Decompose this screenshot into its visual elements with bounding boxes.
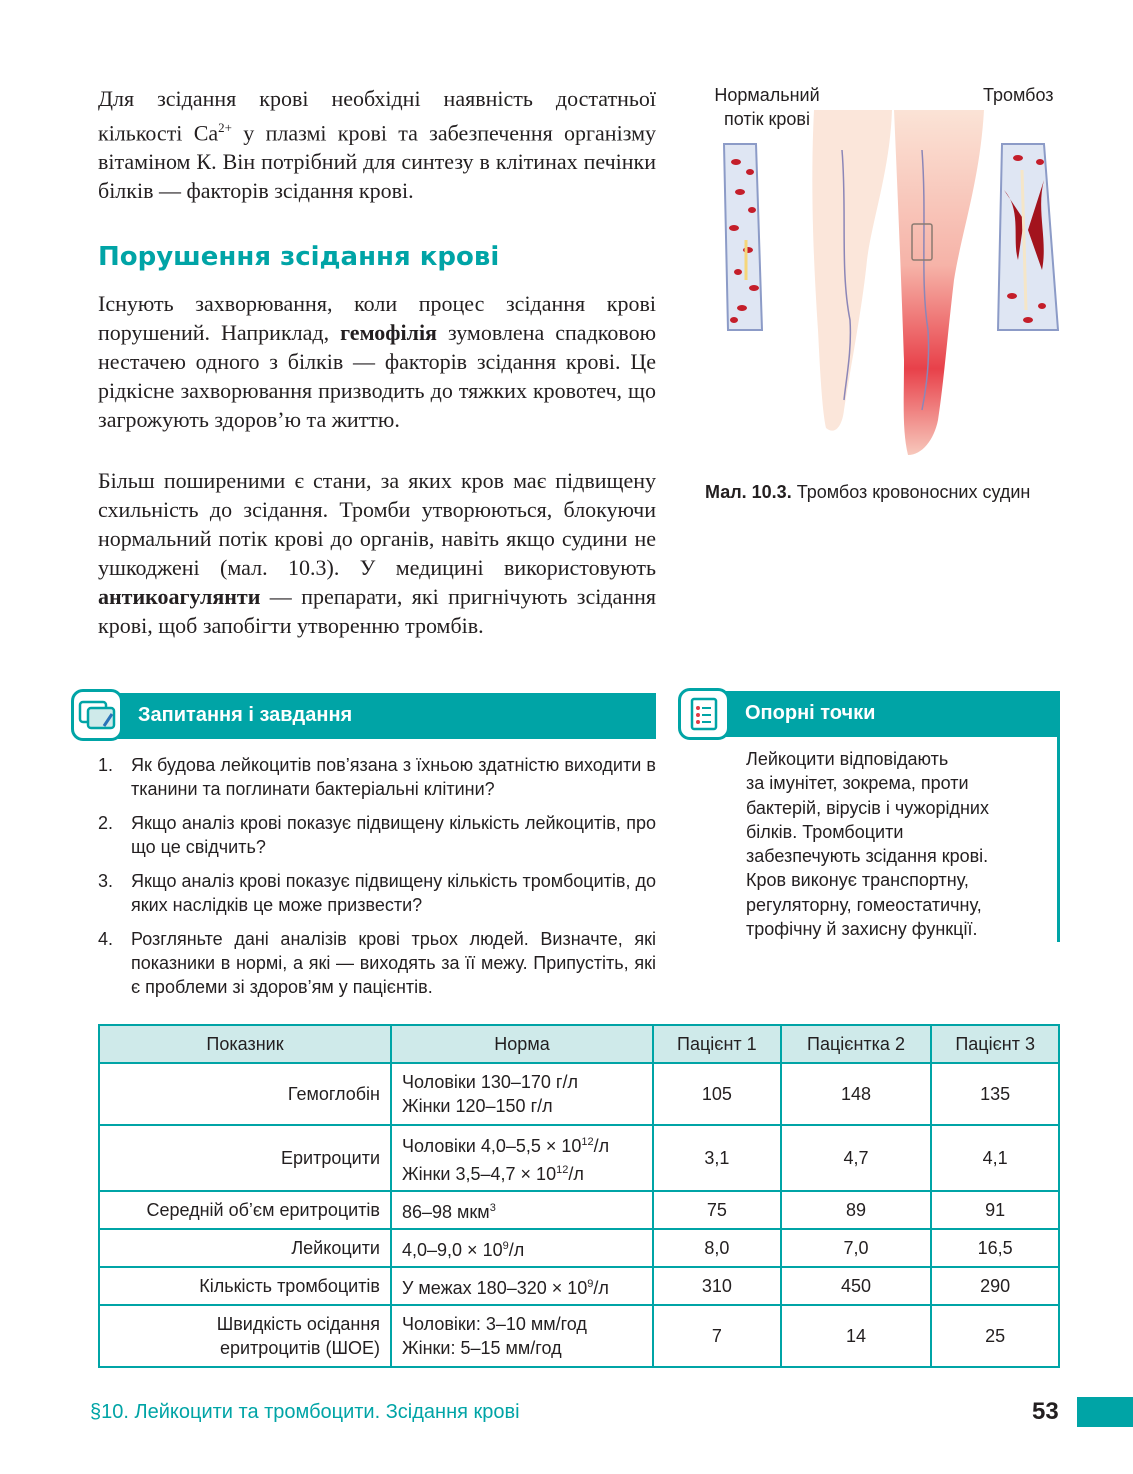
norm-line: [402, 1158, 642, 1186]
label-normal-line2: потік крові: [724, 109, 810, 129]
intro-paragraph: [98, 84, 656, 205]
patient-3-value: 290: [931, 1267, 1059, 1305]
label-thrombosis: Тромбоз: [983, 85, 1054, 105]
norm-text: У межах 180–320 × 10: [402, 1278, 588, 1298]
norm-value: [391, 1063, 653, 1125]
patient-3-value: 16,5: [931, 1229, 1059, 1267]
norm-value: [391, 1125, 653, 1191]
questions-title: Запитання і завдання: [138, 704, 353, 726]
question-item: [98, 869, 656, 917]
question-number: 4.: [98, 929, 114, 949]
patient-3-value: 135: [931, 1063, 1059, 1125]
indicator-name: Лейкоцити: [99, 1229, 391, 1267]
norm-line: [402, 1130, 642, 1158]
table-row: [99, 1305, 1059, 1367]
norm-exponent: 9: [587, 1278, 594, 1290]
question-number: 2.: [98, 813, 114, 833]
blood-test-table: [98, 1024, 1060, 1368]
norm-unit: /л: [568, 1164, 584, 1184]
table-row: [99, 1063, 1059, 1125]
patient-3-value: 91: [931, 1191, 1059, 1229]
norm-line: Жінки 120–150 г/л: [402, 1096, 553, 1116]
patient-2-value: 89: [781, 1191, 932, 1229]
indicator-name: Кількість тромбоцитів: [99, 1267, 391, 1305]
checklist-icon: [678, 688, 730, 740]
page-number: 53: [1032, 1398, 1059, 1425]
key-point-line: забезпечують зсідання крові.: [746, 846, 989, 867]
norm-line: Чоловіки 130–170 г/л: [402, 1072, 578, 1092]
patient-3-value: 25: [931, 1305, 1059, 1367]
p2-text: Існують захворювання, коли процес зсідання крові порушений. Наприклад,: [98, 291, 656, 345]
patient-2-value: 148: [781, 1063, 932, 1125]
norm-exponent: 12: [556, 1164, 569, 1176]
indicator-name: [99, 1305, 391, 1367]
norm-exponent: 12: [581, 1136, 594, 1148]
header-norm: Норма: [391, 1025, 653, 1063]
table-row: [99, 1229, 1059, 1267]
indicator-name-line: еритроцитів (ШОЕ): [219, 1338, 380, 1358]
normal-vessel: [724, 144, 762, 330]
question-text: Розгляньте дані аналізів крові трьох людей. Визначте, які показники в нормі, а які — виходять за її межу. Припустіть, які є проблеми зі здоров’ям у пацієнтів.: [131, 929, 656, 997]
norm-unit: /л: [593, 1136, 610, 1156]
norm-exponent: 3: [489, 1202, 496, 1214]
norm-value: [391, 1229, 653, 1267]
header-patient-2: Пацієнтка 2: [781, 1025, 932, 1063]
norm-text: 4,0–9,0 × 10: [402, 1240, 503, 1260]
key-point-line: білків. Тромбоцити: [746, 821, 904, 842]
page-accent-bar: [1077, 1397, 1133, 1427]
question-text: Якщо аналіз крові показує підвищену кількість лейкоцитів, про що це свідчить?: [131, 813, 656, 857]
label-normal-line1: Нормальний: [714, 85, 820, 105]
table-header-row: [99, 1025, 1059, 1063]
norm-unit: /л: [593, 1278, 609, 1298]
header-patient-1: Пацієнт 1: [653, 1025, 781, 1063]
key-points-border: [1057, 737, 1060, 942]
norm-value: [391, 1191, 653, 1229]
question-item: [98, 811, 656, 859]
key-point-line: бактерій, вірусів і чужорідних: [746, 797, 989, 818]
thrombosed-vessel: [998, 144, 1058, 330]
question-item: [98, 753, 656, 801]
caption-text: Тромбоз кровоносних судин: [791, 482, 1031, 502]
patient-2-value: 14: [781, 1305, 932, 1367]
question-number: 1.: [98, 755, 114, 775]
norm-line: Жінки: 5–15 мм/год: [402, 1338, 562, 1358]
patient-1-value: 7: [653, 1305, 781, 1367]
figure-caption: [705, 480, 1045, 505]
key-points-header: [725, 691, 1060, 737]
header-indicator: Показник: [99, 1025, 391, 1063]
calcium-charge: 2+: [218, 120, 232, 135]
question-item: [98, 927, 656, 999]
indicator-name-line: Швидкість осідання: [216, 1314, 380, 1334]
norm-value: [391, 1267, 653, 1305]
patient-1-value: 310: [653, 1267, 781, 1305]
indicator-name: Еритроцити: [99, 1125, 391, 1191]
norm-unit: /л: [508, 1240, 525, 1260]
questions-list: [98, 753, 656, 1009]
norm-value: [391, 1305, 653, 1367]
thrombosis-paragraph: [98, 466, 656, 640]
patient-2-value: 7,0: [781, 1229, 932, 1267]
term-anticoagulants: антикоагулянти: [98, 584, 261, 609]
caption-number: Мал. 10.3.: [705, 482, 792, 502]
p2-text-cont: зумовлена спадковою нестачею одного з білків — факторів зсідання крові. Це рідкісне захворювання призводить до тяжких кровотеч, що загрожують здоров’ю та життю.: [98, 320, 657, 432]
patient-2-value: 4,7: [781, 1125, 932, 1191]
footer-section-title: §10. Лейкоцити та тромбоцити. Зсідання крові: [90, 1401, 520, 1423]
intro-text-cont: у плазмі крові та забезпечення організму вітаміном К. Він потрібний для синтезу в клітинах печінки білків — факторів зсідання крові.: [98, 120, 656, 204]
left-leg: [812, 110, 892, 431]
patient-1-value: 8,0: [653, 1229, 781, 1267]
term-hemophilia: гемофілія: [340, 320, 437, 345]
table-row: [99, 1267, 1059, 1305]
norm-line: Чоловіки: 3–10 мм/год: [402, 1314, 587, 1334]
indicator-name: Середній об’єм еритроцитів: [99, 1191, 391, 1229]
key-point-line: трофічну й захисну функції.: [746, 919, 978, 940]
patient-1-value: 3,1: [653, 1125, 781, 1191]
question-text: Якщо аналіз крові показує підвищену кількість тромбоцитів, до яких наслідків це може призвести?: [131, 871, 656, 915]
table-row: [99, 1125, 1059, 1191]
p3-text: Більш поширеними є стани, за яких кров має підвищену схильність до зсідання. Тромби утворюються, блокуючи нормальний потік крові до органів, навіть якщо судини не ушкоджені (мал. 10.3). У медицині використовують: [98, 468, 656, 580]
patient-1-value: 105: [653, 1063, 781, 1125]
thrombosis-illustration: [722, 110, 1062, 460]
key-point-line: за імунітет, зокрема, проти: [746, 773, 969, 794]
hemophilia-paragraph: [98, 289, 656, 434]
question-number: 3.: [98, 871, 114, 891]
header-patient-3: Пацієнт 3: [931, 1025, 1059, 1063]
section-heading: Порушення зсідання крові: [98, 242, 500, 272]
right-leg: [894, 110, 984, 455]
patient-2-value: 450: [781, 1267, 932, 1305]
key-point-line: регуляторну, гомеостатичну,: [746, 894, 982, 915]
norm-text: Чоловіки 4,0–5,5 × 10: [402, 1136, 582, 1156]
indicator-name: Гемоглобін: [99, 1063, 391, 1125]
key-points-title: Опорні точки: [745, 702, 876, 724]
patient-1-value: 75: [653, 1191, 781, 1229]
question-text: Як будова лейкоцитів пов’язана з їхньою здатністю виходити в тканини та поглинати бактеріальні клітини?: [131, 755, 656, 799]
patient-3-value: 4,1: [931, 1125, 1059, 1191]
table-row: [99, 1191, 1059, 1229]
intro-text: Для зсідання крові необхідні наявність достатньої кількості Са: [98, 86, 656, 146]
norm-text: 86–98 мкм: [402, 1202, 490, 1222]
norm-text: Жінки 3,5–4,7 × 10: [402, 1164, 557, 1184]
questions-icon: [71, 689, 123, 741]
questions-header: [118, 693, 656, 739]
key-points-text: [746, 747, 1046, 941]
key-point-line: Кров виконує транспортну,: [746, 870, 969, 891]
p3-text-cont: — препарати, які пригнічують зсідання крові, щоб запобігти утворенню тромбів.: [98, 584, 656, 638]
key-point-line: Лейкоцити відповідають: [746, 749, 949, 769]
norm-exponent: 9: [502, 1240, 509, 1252]
